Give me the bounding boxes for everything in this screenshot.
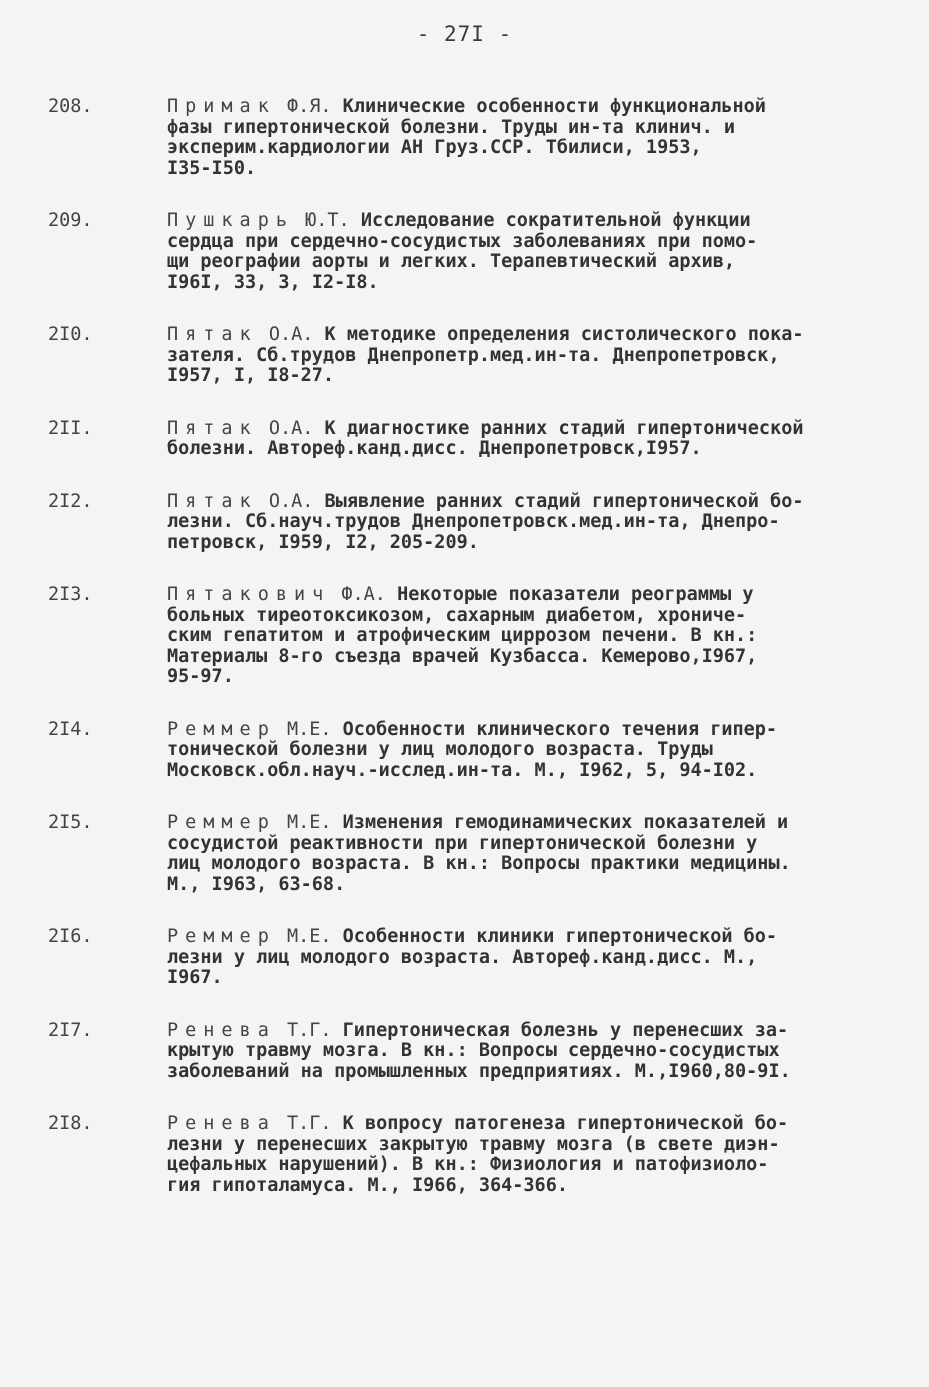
entry-number: 2I8.: [48, 1113, 93, 1134]
entry-line: тонической болезни у лиц молодого возраста. Труды: [167, 739, 713, 760]
entry-number: 2I6.: [48, 926, 93, 947]
entry-author: Пятак: [167, 417, 258, 439]
entry-text: К вопросу патогенеза гипертонической бо-: [342, 1113, 789, 1134]
entry-line: сердца при сердечно-сосудистых заболеваниях при помо-: [167, 230, 758, 252]
bibliography-entry: [48, 720, 888, 782]
entry-line: лезни у лиц молодого возраста. Автореф.канд.дисс. М.,: [167, 946, 758, 968]
bibliography-entry: [48, 325, 888, 387]
entry-text: Особенности клинического течения гипер-: [342, 718, 778, 740]
entry-first-line: [165, 325, 888, 346]
entry-number: 2I4.: [48, 718, 93, 740]
entry-author: Пятак: [167, 490, 258, 512]
entry-author: Примак: [167, 96, 276, 117]
entry-author: Реммер: [167, 718, 276, 740]
entry-author: Пятакович: [167, 584, 331, 605]
entry-first-line: [165, 211, 888, 232]
entry-text: Выявление ранних стадий гипертонической бо-: [324, 490, 804, 512]
bibliography-list: [48, 97, 888, 1228]
entry-line: лезни у перенесших закрытую травму мозга (в свете диэн-: [167, 1133, 780, 1155]
bibliography-entry: [48, 211, 888, 293]
entry-text: Особенности клиники гипертонической бо-: [342, 926, 778, 947]
entry-initials: Т.Г.: [286, 1019, 332, 1041]
entry-line: гия гипоталамуса. М., I966, 364-366.: [167, 1174, 568, 1196]
entry-initials: М.Е.: [286, 718, 332, 740]
entry-initials: Ф.Я.: [286, 96, 332, 117]
entry-first-line: [165, 492, 888, 513]
entry-first-line: [165, 97, 888, 118]
entry-line: заболеваний на промышленных предприятиях. М.,I960,80-9I.: [167, 1060, 791, 1082]
entry-text: Изменения гемодинамических показателей и: [342, 812, 789, 833]
entry-author: Пятак: [167, 324, 258, 345]
entry-line: Материалы 8-го съезда врачей Кузбасса. Кемерово,I967,: [167, 645, 758, 667]
entry-line: I96I, 33, 3, I2-I8.: [167, 271, 379, 293]
entry-initials: Ю.Т.: [305, 210, 350, 231]
entry-line: зателя. Сб.трудов Днепропетр.мед.ин-та. Днепропетровск,: [167, 344, 780, 366]
entry-line: лиц молодого возраста. В кн.: Вопросы практики медицины.: [167, 853, 791, 874]
entry-author: Реммер: [167, 812, 276, 833]
bibliography-entry: [48, 97, 888, 179]
page-number: - 27I -: [416, 22, 513, 46]
entry-line: фазы гипертонической болезни. Труды ин-та клинич. и: [167, 116, 736, 138]
entry-line: ским гепатитом и атрофическим циррозом печени. В кн.:: [167, 625, 758, 646]
entry-line: Московск.обл.науч.-исслед.ин-та. М., I962, 5, 94-I02.: [167, 759, 758, 781]
entry-first-line: [165, 1114, 888, 1135]
entry-number: 2I3.: [48, 584, 93, 605]
entry-line: сосудистой реактивности при гипертонической болезни у: [167, 832, 758, 854]
entry-line: лезни. Сб.науч.трудов Днепропетровск.мед.ин-та, Днепро-: [167, 511, 780, 532]
entry-initials: О.А.: [268, 490, 314, 512]
bibliography-entry: [48, 1021, 888, 1083]
entry-line: больных тиреотоксикозом, сахарным диабетом, хрониче-: [167, 604, 747, 626]
entry-line: I35-I50.: [167, 157, 257, 179]
entry-line: М., I963, 63-68.: [167, 873, 346, 895]
bibliography-entry: [48, 927, 888, 989]
bibliography-entry: [48, 492, 888, 554]
entry-number: 208.: [48, 96, 93, 117]
entry-line: цефальных нарушений). В кн.: Физиология и патофизиоло-: [167, 1154, 769, 1175]
entry-first-line: [165, 813, 888, 834]
entry-number: 2I7.: [48, 1019, 93, 1041]
entry-initials: М.Е.: [286, 812, 332, 833]
entry-line: 95-97.: [167, 666, 234, 687]
entry-number: 209.: [48, 210, 93, 231]
entry-number: 2I2.: [48, 490, 93, 512]
entry-number: 2II.: [48, 417, 93, 439]
entry-line: щи реографии аорты и легких. Терапевтический архив,: [167, 251, 736, 272]
entry-line: болезни. Автореф.канд.дисс. Днепропетровск,I957.: [167, 438, 702, 459]
bibliography-entry: [48, 585, 888, 688]
entry-number: 2I0.: [48, 324, 93, 345]
entry-text: К методике определения систолического пока-: [324, 324, 804, 345]
entry-line: крытую травму мозга. В кн.: Вопросы сердечно-сосудистых: [167, 1040, 780, 1061]
entry-line: эксперим.кардиологии АН Груз.ССР. Тбилиси, 1953,: [167, 137, 702, 158]
entry-text: Гипертоническая болезнь у перенесших за-: [342, 1019, 789, 1041]
entry-line: I967.: [167, 967, 223, 988]
entry-line: петровск, I959, I2, 205-209.: [167, 531, 479, 553]
entry-text: Некоторые показатели реограммы у: [397, 584, 754, 605]
entry-text: К диагностике ранних стадий гипертонической: [324, 417, 804, 439]
bibliography-entry: [48, 1114, 888, 1196]
entry-first-line: [165, 1021, 888, 1042]
entry-initials: Т.Г.: [286, 1113, 332, 1134]
entry-line: I957, I, I8-27.: [167, 365, 335, 386]
entry-first-line: [165, 585, 888, 606]
entry-initials: О.А.: [268, 417, 314, 439]
bibliography-entry: [48, 813, 888, 895]
entry-first-line: [165, 720, 888, 741]
entry-text: Исследование сократительной функции: [360, 210, 751, 231]
entry-initials: Ф.А.: [341, 584, 386, 605]
bibliography-entry: [48, 419, 888, 460]
entry-initials: О.А.: [268, 324, 314, 345]
entry-number: 2I5.: [48, 812, 93, 833]
entry-author: Ренева: [167, 1019, 276, 1041]
entry-first-line: [165, 927, 888, 948]
entry-text: Клинические особенности функциональной: [342, 96, 766, 117]
entry-author: Реммер: [167, 926, 276, 947]
entry-first-line: [165, 419, 888, 440]
entry-initials: М.Е.: [286, 926, 332, 947]
entry-author: Ренева: [167, 1113, 276, 1134]
entry-author: Пушкарь: [167, 210, 294, 231]
